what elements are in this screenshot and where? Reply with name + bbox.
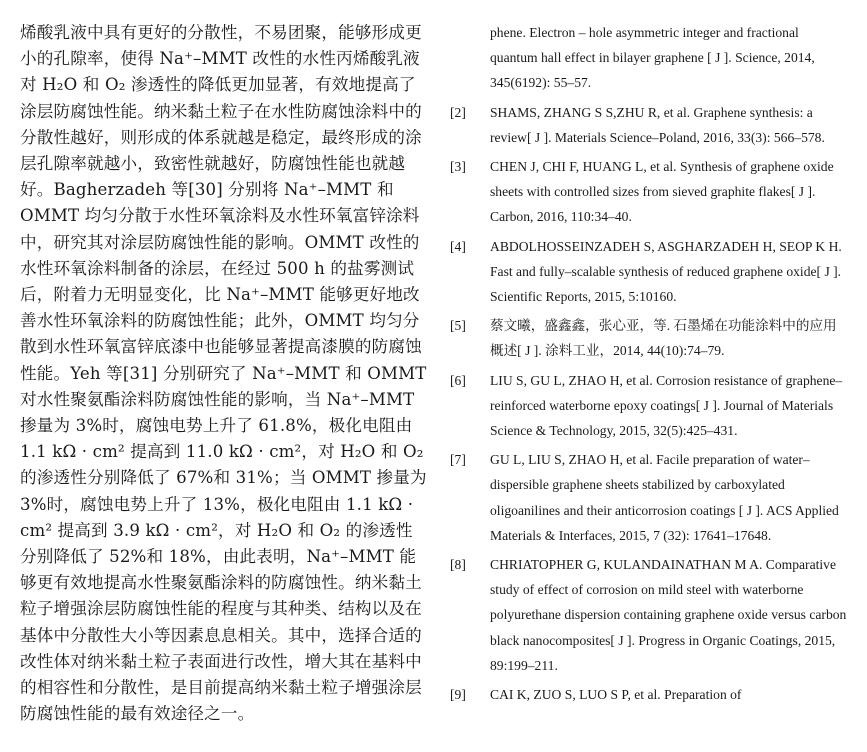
body-text-column [20, 20, 428, 727]
reference-item [450, 447, 848, 548]
reference-text: LIU S, GU L, ZHAO H, et al. Corrosion resistance of graphene–reinforced waterborne epoxy coatings[ J ]. Journal of Materials Science & Technology, 2015, 32(5):425–431. [490, 372, 843, 439]
reference-item [450, 100, 848, 150]
reference-list [450, 20, 848, 711]
reference-item [450, 552, 848, 678]
reference-number: [5] [450, 318, 466, 334]
reference-number: [7] [450, 452, 466, 468]
reference-number: [8] [450, 557, 466, 573]
reference-text: 蔡文曦，盛鑫鑫，张心亚，等. 石墨烯在功能涂料中的应用概述[ J ]. 涂料工业，2014, 44(10):74–79. [490, 318, 837, 359]
reference-number: [6] [450, 372, 466, 388]
reference-item [450, 368, 848, 444]
reference-item [450, 234, 848, 310]
reference-item [450, 313, 848, 363]
reference-item [450, 20, 848, 96]
reference-text: GU L, LIU S, ZHAO H, et al. Facile preparation of water–dispersible graphene sheets stabilized by carboxylated oligoanilines and their anticorrosion coatings [ J ]. ACS Applied Materials & Interfaces, 2015, 7 (32): 17641–17648. [490, 452, 839, 543]
reference-item [450, 154, 848, 230]
reference-number: [2] [450, 104, 466, 120]
reference-text: SHAMS, ZHANG S S,ZHU R, et al. Graphene synthesis: a review[ J ]. Materials Science–Poland, 2016, 33(3): 566–578. [490, 104, 825, 145]
reference-text: ABDOLHOSSEINZADEH S, ASGHARZADEH H, SEOP K H. Fast and fully–scalable synthesis of reduced graphene oxide[ J ]. Scientific Reports, 2015, 5:10160. [490, 238, 842, 305]
reference-text: CHEN J, CHI F, HUANG L, et al. Synthesis of graphene oxide sheets with controlled sizes from sieved graphite flakes[ J ]. Carbon, 2016, 110:34–40. [490, 159, 834, 225]
reference-number: [4] [450, 238, 466, 254]
reference-text: phene. Electron – hole asymmetric integer and fractional quantum hall effect in bilayer graphene [ J ]. Science, 2014, 345(6192): 55–57. [490, 25, 815, 91]
reference-text: CHRIATOPHER G, KULANDAINATHAN M A. Comparative study of effect of corrosion on mild steel with waterborne polyurethane dispersion containing graphene oxide versus carbon black nanocomposites[ J ]. Progress in Organic Coatings, 2015, 89:199–211. [490, 557, 847, 673]
reference-text: CAI K, ZUO S, LUO S P, et al. Preparation of [490, 687, 742, 703]
reference-number: [3] [450, 159, 466, 175]
reference-item [450, 682, 848, 707]
reference-number: [9] [450, 687, 466, 703]
body-paragraph: 烯酸乳液中具有更好的分散性，不易团聚，能够形成更小的孔隙率，使得 Na⁺–MMT 改性的水性丙烯酸乳液对 H₂O 和 O₂ 渗透性的降低更加显著，有效地提高了涂层防腐蚀性能。纳米黏土粒子在水性防腐蚀涂料中的分散性越好，则形成的体系就越是稳定，最终形成的涂层孔隙率就越小，致密性就越好，防腐蚀性能也就越好。Bagherzadeh 等[30] 分别将 Na⁺–MMT 和 OMMT 均匀分散于水性环氧涂料及水性环氧富锌涂料中，研究其对涂层防腐蚀性能的影响。OMMT 改性的水性环氧涂料制备的涂层，在经过 500 h 的盐雾测试后，附着力无明显变化，比 Na⁺–MMT 能够更好地改善水性环氧涂料的防腐蚀性能；此外，OMMT 均匀分散到水性环氧富锌底漆中也能够显著提高漆膜的防腐蚀性能。Yeh 等[31] 分别研究了 Na⁺–MMT 和 OMMT 对水性聚氨酯涂料防腐蚀性能的影响，当 Na⁺–MMT 掺量为 3%时，腐蚀电势上升了 61.8%，极化电阻由 1.1 kΩ · cm² 提高到 11.0 kΩ · cm²，对 H₂O 和 O₂ 的渗透性分别降低了 67%和 31%；当 OMMT 掺量为 3%时，腐蚀电势上升了 13%，极化电阻由 1.1 kΩ · cm² 提高到 3.9 kΩ · cm²，对 H₂O 和 O₂ 的渗透性分别降低了 52%和 18%，由此表明，Na⁺–MMT 能够更有效地提高水性聚氨酯涂料的防腐蚀性。纳米黏土粒子增强涂层防腐蚀性能的程度与其种类、结构以及在基体中分散性大小等因素息息相关。其中，选择合适的改性体对纳米黏土粒子表面进行改性，增大其在基料中的相容性和分散性，是目前提高纳米黏土粒子增强涂层防腐蚀性能的最有效途径之一。 [20, 23, 427, 724]
